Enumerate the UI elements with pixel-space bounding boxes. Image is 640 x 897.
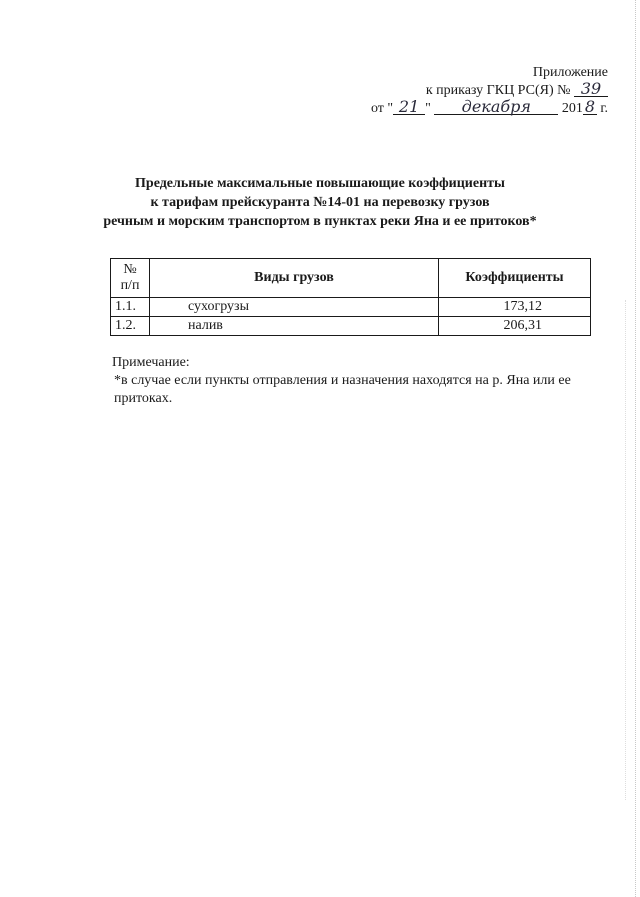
document-title	[100, 174, 540, 231]
note-text: *в случае если пункты отправления и назначения находятся на р. Яна или ее притоках.	[114, 373, 571, 406]
header-number-line2: п/п	[120, 278, 140, 293]
appendix-header	[371, 64, 608, 118]
order-number: 39	[574, 82, 608, 97]
scan-edge-artifact	[624, 300, 626, 800]
date-day: 21	[393, 100, 425, 115]
order-date	[370, 97, 608, 118]
order-prefix: к приказу ГКЦ РС(Я) №	[425, 83, 571, 98]
row-cargo-type: сухогрузы	[150, 298, 439, 317]
table-header-row	[111, 259, 591, 298]
header-number	[111, 259, 150, 298]
row-coefficient: 173,12	[439, 298, 591, 317]
title-line-2: к тарифам прейскуранта №14-01 на перевозку грузов	[150, 195, 490, 210]
row-number: 1.1.	[111, 298, 150, 317]
table-row	[111, 298, 591, 317]
header-number-line1: №	[123, 262, 137, 277]
table-row	[111, 317, 591, 336]
row-cargo-type: налив	[150, 317, 439, 336]
header-coefficients: Коэффициенты	[439, 259, 591, 298]
header-cargo-type: Виды грузов	[150, 259, 439, 298]
appendix-title: Приложение	[532, 65, 608, 80]
date-suffix: г.	[600, 101, 608, 116]
scan-edge-artifact	[633, 0, 636, 897]
date-prefix: от "	[370, 101, 394, 116]
date-quote: "	[425, 101, 431, 116]
row-number: 1.2.	[111, 317, 150, 336]
title-line-1: Предельные максимальные повышающие коэффициенты	[135, 176, 505, 191]
footnote	[112, 354, 592, 408]
date-year-digit: 8	[584, 97, 596, 116]
row-coefficient: 206,31	[439, 317, 591, 336]
date-month: декабря	[434, 100, 558, 115]
date-year-prefix: 201	[561, 101, 583, 116]
note-label: Примечание:	[112, 355, 190, 370]
title-line-3: речным и морским транспортом в пунктах реки Яна и ее притоков*	[103, 214, 537, 229]
coefficients-table	[110, 258, 591, 336]
